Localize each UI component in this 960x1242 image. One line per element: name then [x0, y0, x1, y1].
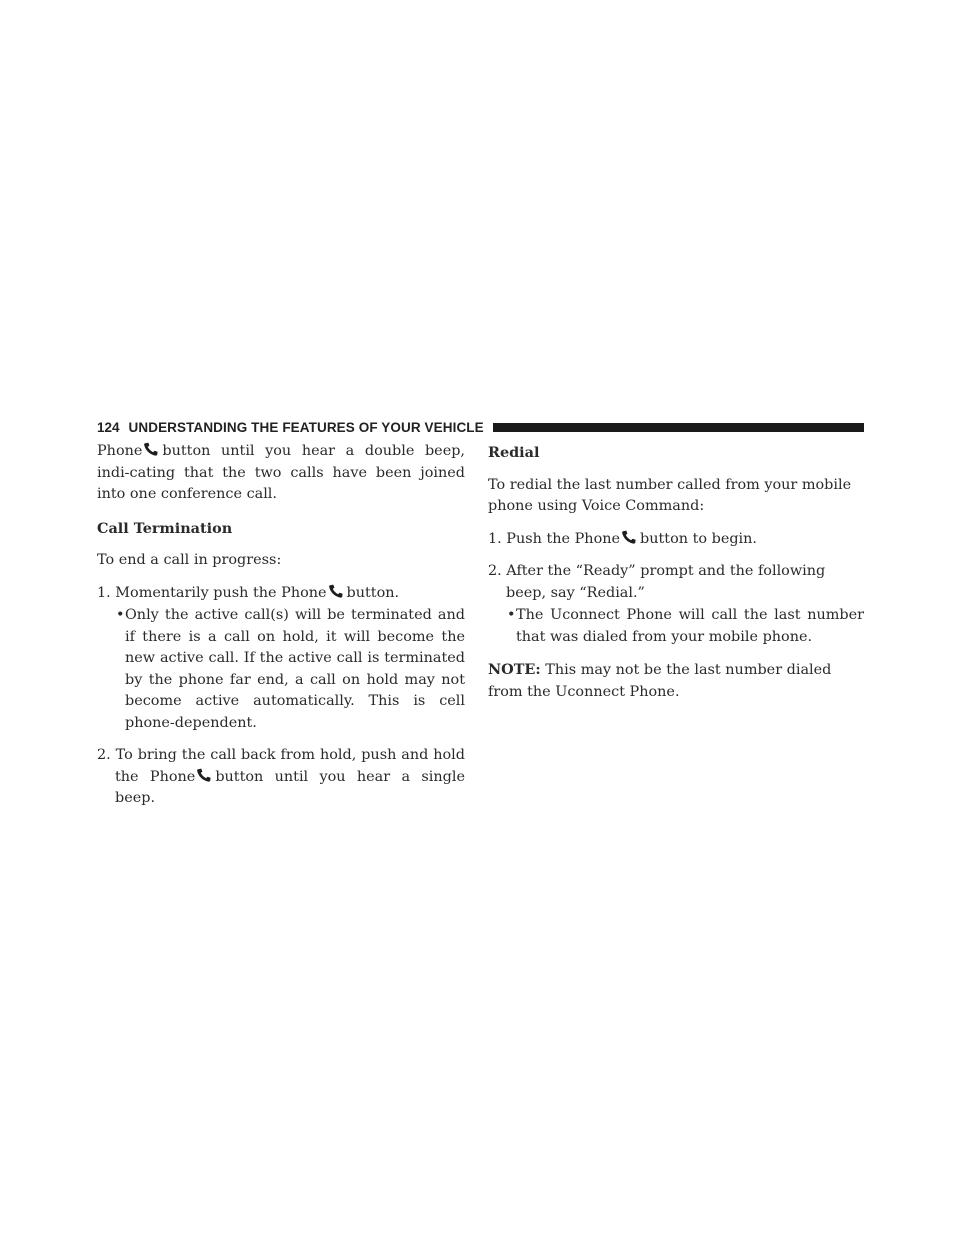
section-title: UNDERSTANDING THE FEATURES OF YOUR VEHICLE [128, 419, 484, 435]
phone-icon [328, 584, 346, 598]
text-fragment: button. [346, 584, 400, 601]
step-2: 2. After the “Ready” prompt and the following beep, say “Redial.” [488, 563, 826, 601]
page-number: 124 [97, 419, 120, 435]
redial-heading: Redial [488, 444, 540, 461]
bullet-text: The Uconnect Phone will call the last number that was dialed from your mobile phone. [516, 607, 864, 645]
text-fragment: 1. Push the Phone [488, 530, 621, 547]
phone-icon [196, 768, 214, 782]
header-rule [493, 423, 864, 432]
call-termination-heading: Call Termination [97, 519, 233, 537]
bullet-text: Only the active call(s) will be terminated and if there is a call on hold, it will become the new active call. If the active call is terminated by the phone far end, a call on hold may not become active automatically. This is cell phone-dependent. [125, 607, 465, 731]
phone-icon [621, 530, 639, 544]
text-fragment: button until you hear a double beep, indi-cating that the two calls have been joined into one conference call. [97, 443, 465, 502]
note-paragraph [488, 659, 864, 703]
bullet-marker: • [507, 607, 516, 623]
step-2 [97, 745, 465, 810]
note-label: NOTE: [488, 661, 541, 678]
bullet-marker: • [116, 607, 125, 623]
call-termination-intro: To end a call in progress: [97, 552, 282, 568]
phone-icon [143, 442, 161, 456]
continuation-paragraph [97, 441, 465, 506]
bullet-item [488, 605, 864, 648]
step-1 [97, 583, 465, 605]
redial-intro: To redial the last number called from your mobile phone using Voice Command: [488, 476, 852, 514]
step-1 [488, 529, 864, 551]
left-column [97, 441, 465, 810]
note-text: This may not be the last number dialed from the Uconnect Phone. [488, 662, 832, 700]
right-column [488, 441, 864, 703]
text-fragment: button to begin. [640, 530, 757, 547]
text-fragment: 2. To bring the call back from hold, push and hold the Phone [97, 747, 465, 785]
text-fragment: 1. Momentarily push the Phone [97, 584, 327, 601]
text-fragment: button until you hear a single beep. [115, 768, 465, 806]
bullet-item [97, 605, 465, 734]
page-header [97, 417, 864, 437]
text-fragment: Phone [97, 443, 143, 459]
